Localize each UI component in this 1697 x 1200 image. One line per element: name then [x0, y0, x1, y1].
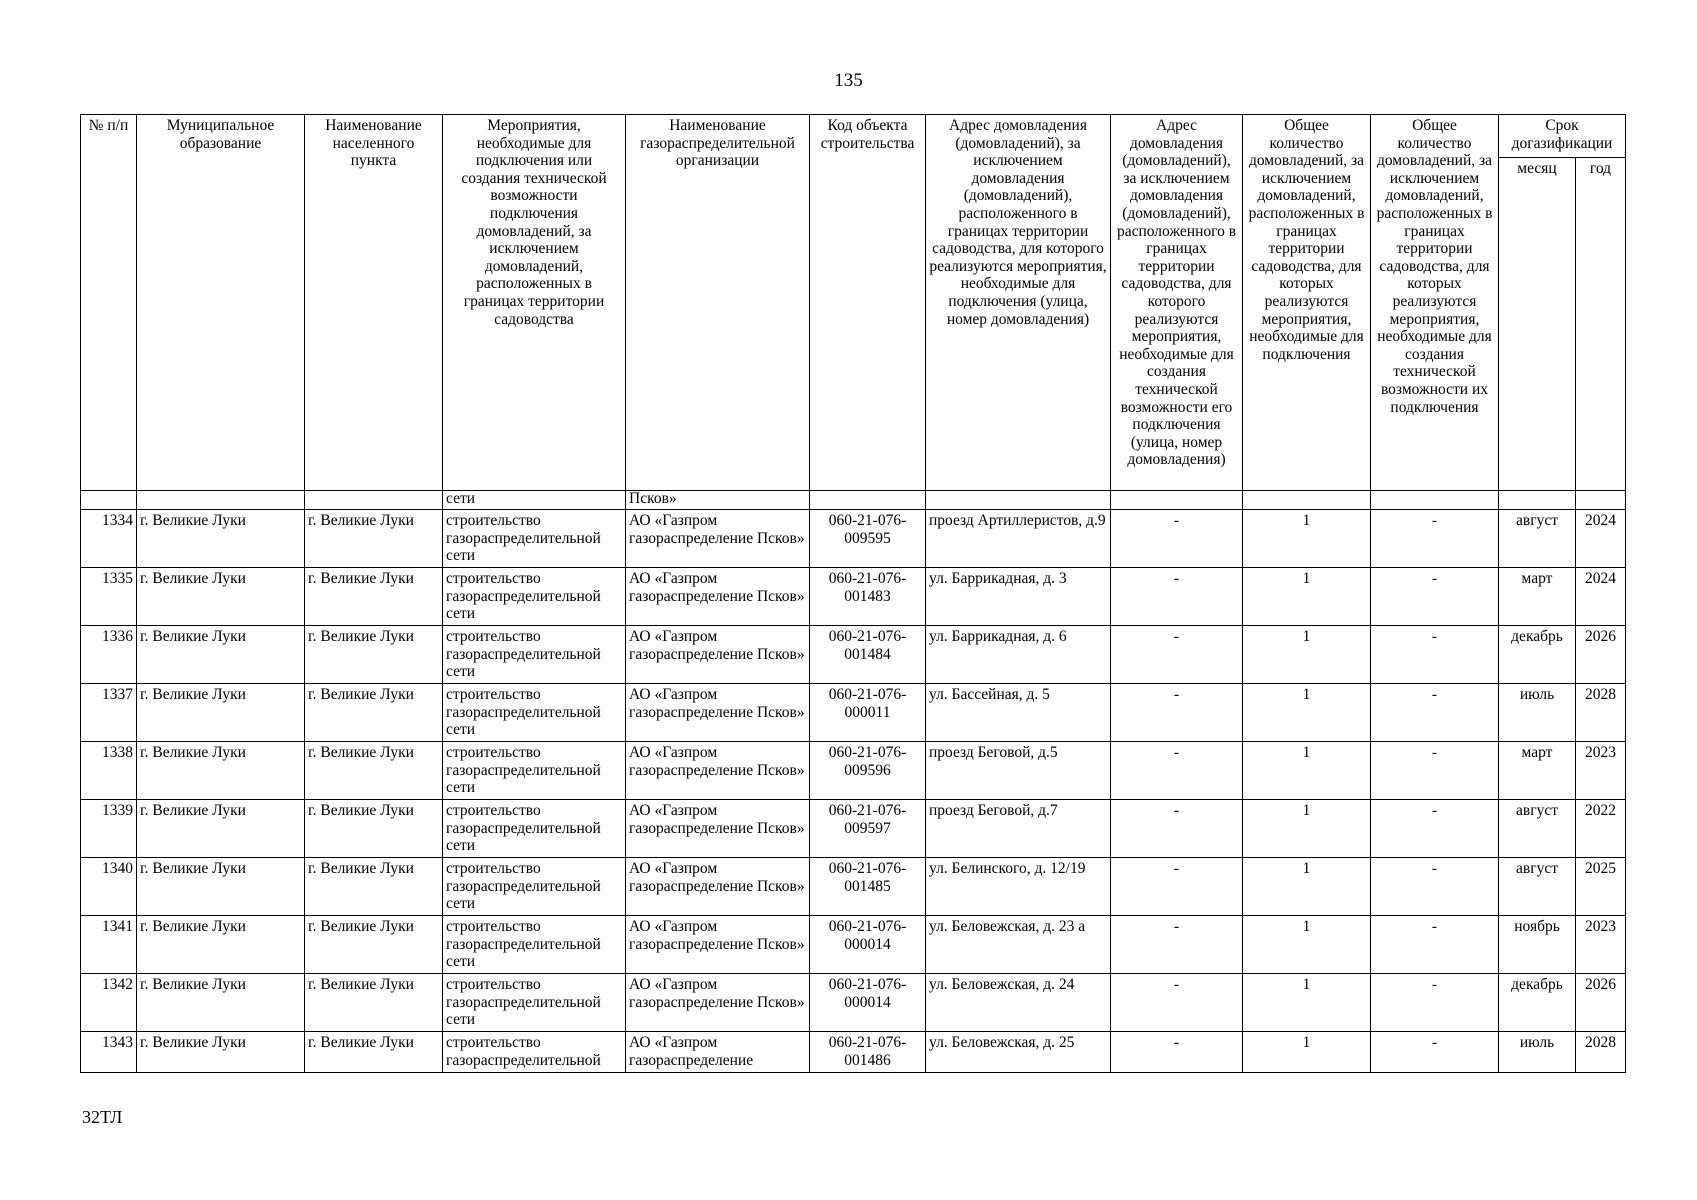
cell-count-connect: 1	[1243, 568, 1371, 626]
cell-object-code: 060-21-076-001486	[810, 1032, 926, 1073]
table-row	[81, 684, 1626, 742]
cell-count-tech: -	[1371, 916, 1499, 974]
cell-count-tech: -	[1371, 858, 1499, 916]
cell-object-code: 060-21-076-000014	[810, 916, 926, 974]
cell-address-garden: -	[1111, 858, 1243, 916]
cell-count-connect: 1	[1243, 916, 1371, 974]
cell-municipality: г. Великие Луки	[137, 974, 305, 1032]
table-row	[81, 1032, 1626, 1073]
cell-measures: строительство газораспределительной сети	[443, 916, 626, 974]
cell-num: 1334	[81, 510, 137, 568]
cell-num: 1341	[81, 916, 137, 974]
header-term: Срок догазификации	[1499, 115, 1626, 158]
cell-address-garden: -	[1111, 916, 1243, 974]
cell-num: 1343	[81, 1032, 137, 1073]
table-row	[81, 510, 1626, 568]
cell-municipality: г. Великие Луки	[137, 858, 305, 916]
cell-settlement: г. Великие Луки	[305, 510, 443, 568]
cell-num: 1339	[81, 800, 137, 858]
cell-municipality: г. Великие Луки	[137, 800, 305, 858]
cell-year: 2028	[1576, 1032, 1626, 1073]
cell-measures: строительство газораспределительной сети	[443, 974, 626, 1032]
cell-measures: строительство газораспределительной	[443, 1032, 626, 1073]
cell-count-tech: -	[1371, 742, 1499, 800]
cell-count-tech: -	[1371, 974, 1499, 1032]
cell-num: 1342	[81, 974, 137, 1032]
cell-municipality: г. Великие Луки	[137, 626, 305, 684]
cell-count-tech: -	[1371, 800, 1499, 858]
header-object-code: Код объекта строительства	[810, 115, 926, 491]
cell-object-code: 060-21-076-000014	[810, 974, 926, 1032]
cell-count-tech: -	[1371, 568, 1499, 626]
cell-object-code: 060-21-076-009596	[810, 742, 926, 800]
cell-month: август	[1499, 800, 1576, 858]
cell-address-garden: -	[1111, 974, 1243, 1032]
table-row	[81, 626, 1626, 684]
cell-num: 1337	[81, 684, 137, 742]
cell-month: август	[1499, 858, 1576, 916]
cell-count-connect: 1	[1243, 974, 1371, 1032]
cell-settlement: г. Великие Луки	[305, 800, 443, 858]
cell-count-connect: 1	[1243, 684, 1371, 742]
cell-measures: строительство газораспределительной сети	[443, 742, 626, 800]
cell-gdo: АО «Газпром газораспределение Псков»	[626, 974, 810, 1032]
cell-settlement: г. Великие Луки	[305, 742, 443, 800]
cell-measures: строительство газораспределительной сети	[443, 568, 626, 626]
cell-count-connect: 1	[1243, 742, 1371, 800]
cell-municipality: г. Великие Луки	[137, 568, 305, 626]
continuation-measures: сети	[443, 491, 626, 510]
cell-month: ноябрь	[1499, 916, 1576, 974]
cell-address-garden: -	[1111, 568, 1243, 626]
header-count-connect: Общее количество домовладений, за исключением домовладений, расположенных в границах территории садоводства, для которых реализуются мероприятия, необходимые для подключения	[1243, 115, 1371, 491]
cell-address: проезд Беговой, д.5	[926, 742, 1111, 800]
cell-object-code: 060-21-076-001484	[810, 626, 926, 684]
cell-measures: строительство газораспределительной сети	[443, 684, 626, 742]
cell-gdo: АО «Газпром газораспределение	[626, 1032, 810, 1073]
cell-settlement: г. Великие Луки	[305, 974, 443, 1032]
cell-municipality: г. Великие Луки	[137, 510, 305, 568]
header-settlement: Наименование населенного пункта	[305, 115, 443, 491]
cell-year: 2026	[1576, 974, 1626, 1032]
cell-address: проезд Беговой, д.7	[926, 800, 1111, 858]
cell-address-garden: -	[1111, 684, 1243, 742]
cell-settlement: г. Великие Луки	[305, 568, 443, 626]
cell-measures: строительство газораспределительной сети	[443, 800, 626, 858]
cell-year: 2024	[1576, 510, 1626, 568]
cell-address-garden: -	[1111, 510, 1243, 568]
cell-year: 2026	[1576, 626, 1626, 684]
cell-count-tech: -	[1371, 626, 1499, 684]
cell-count-connect: 1	[1243, 800, 1371, 858]
cell-measures: строительство газораспределительной сети	[443, 858, 626, 916]
cell-address: ул. Баррикадная, д. 6	[926, 626, 1111, 684]
cell-month: декабрь	[1499, 974, 1576, 1032]
cell-measures: строительство газораспределительной сети	[443, 626, 626, 684]
cell-address: ул. Баррикадная, д. 3	[926, 568, 1111, 626]
cell-settlement: г. Великие Луки	[305, 916, 443, 974]
document-code: 32ТЛ	[82, 1107, 123, 1127]
table-row	[81, 974, 1626, 1032]
header-municipality: Муниципальное образование	[137, 115, 305, 491]
header-count-tech: Общее количество домовладений, за исключением домовладений, расположенных в границах территории садоводства, для которых реализуются мероприятия, необходимые для создания технической возможности их подключения	[1371, 115, 1499, 491]
cell-gdo: АО «Газпром газораспределение Псков»	[626, 510, 810, 568]
cell-object-code: 060-21-076-009597	[810, 800, 926, 858]
header-month: месяц	[1499, 158, 1576, 491]
cell-gdo: АО «Газпром газораспределение Псков»	[626, 858, 810, 916]
cell-municipality: г. Великие Луки	[137, 1032, 305, 1073]
cell-month: март	[1499, 742, 1576, 800]
cell-address: ул. Беловежская, д. 24	[926, 974, 1111, 1032]
cell-gdo: АО «Газпром газораспределение Псков»	[626, 568, 810, 626]
cell-measures: строительство газораспределительной сети	[443, 510, 626, 568]
header-measures: Мероприятия, необходимые для подключения или создания технической возможности подключения домовладений, за исключением домовладений, расположенных в границах территории садоводства	[443, 115, 626, 491]
cell-gdo: АО «Газпром газораспределение Псков»	[626, 626, 810, 684]
cell-num: 1338	[81, 742, 137, 800]
header-num: № п/п	[81, 115, 137, 491]
cell-count-connect: 1	[1243, 1032, 1371, 1073]
header-address-garden: Адрес домовладения (домовладений), за исключением домовладения (домовладений), расположенного в границах территории садоводства, для которого реализуются мероприятия, необходимые для создания технической возможности его подключения (улица, номер домовладения)	[1111, 115, 1243, 491]
gasification-table	[80, 114, 1626, 1073]
table-row	[81, 800, 1626, 858]
cell-month: август	[1499, 510, 1576, 568]
cell-count-tech: -	[1371, 1032, 1499, 1073]
continuation-row	[81, 491, 1626, 510]
cell-year: 2025	[1576, 858, 1626, 916]
cell-year: 2023	[1576, 916, 1626, 974]
cell-settlement: г. Великие Луки	[305, 858, 443, 916]
cell-year: 2022	[1576, 800, 1626, 858]
cell-month: июль	[1499, 1032, 1576, 1073]
cell-gdo: АО «Газпром газораспределение Псков»	[626, 684, 810, 742]
cell-municipality: г. Великие Луки	[137, 916, 305, 974]
cell-gdo: АО «Газпром газораспределение Псков»	[626, 742, 810, 800]
table-row	[81, 916, 1626, 974]
cell-address-garden: -	[1111, 626, 1243, 684]
cell-count-connect: 1	[1243, 858, 1371, 916]
cell-year: 2023	[1576, 742, 1626, 800]
cell-count-connect: 1	[1243, 510, 1371, 568]
cell-month: июль	[1499, 684, 1576, 742]
cell-object-code: 060-21-076-001483	[810, 568, 926, 626]
cell-address: ул. Беловежская, д. 23 а	[926, 916, 1111, 974]
cell-month: март	[1499, 568, 1576, 626]
table-row	[81, 742, 1626, 800]
cell-object-code: 060-21-076-009595	[810, 510, 926, 568]
cell-count-tech: -	[1371, 510, 1499, 568]
cell-settlement: г. Великие Луки	[305, 684, 443, 742]
cell-address: ул. Беловежская, д. 25	[926, 1032, 1111, 1073]
cell-gdo: АО «Газпром газораспределение Псков»	[626, 800, 810, 858]
page-number: 135	[834, 70, 863, 91]
cell-municipality: г. Великие Луки	[137, 684, 305, 742]
cell-municipality: г. Великие Луки	[137, 742, 305, 800]
cell-num: 1340	[81, 858, 137, 916]
cell-address-garden: -	[1111, 742, 1243, 800]
table-row	[81, 568, 1626, 626]
table-row	[81, 858, 1626, 916]
cell-object-code: 060-21-076-001485	[810, 858, 926, 916]
continuation-gdo: Псков»	[626, 491, 810, 510]
cell-year: 2028	[1576, 684, 1626, 742]
cell-object-code: 060-21-076-000011	[810, 684, 926, 742]
cell-settlement: г. Великие Луки	[305, 626, 443, 684]
cell-count-tech: -	[1371, 684, 1499, 742]
cell-gdo: АО «Газпром газораспределение Псков»	[626, 916, 810, 974]
header-address: Адрес домовладения (домовладений), за исключением домовладения (домовладений), расположенного в границах территории садоводства, для которого реализуются мероприятия, необходимые для подключения (улица, номер домовладения)	[926, 115, 1111, 491]
cell-count-connect: 1	[1243, 626, 1371, 684]
cell-year: 2024	[1576, 568, 1626, 626]
cell-address: ул. Белинского, д. 12/19	[926, 858, 1111, 916]
cell-address: ул. Бассейная, д. 5	[926, 684, 1111, 742]
cell-address-garden: -	[1111, 1032, 1243, 1073]
cell-month: декабрь	[1499, 626, 1576, 684]
header-year: год	[1576, 158, 1626, 491]
cell-address: проезд Артиллеристов, д.9	[926, 510, 1111, 568]
header-gdo: Наименование газораспределительной организации	[626, 115, 810, 491]
cell-address-garden: -	[1111, 800, 1243, 858]
cell-num: 1336	[81, 626, 137, 684]
cell-num: 1335	[81, 568, 137, 626]
cell-settlement: г. Великие Луки	[305, 1032, 443, 1073]
